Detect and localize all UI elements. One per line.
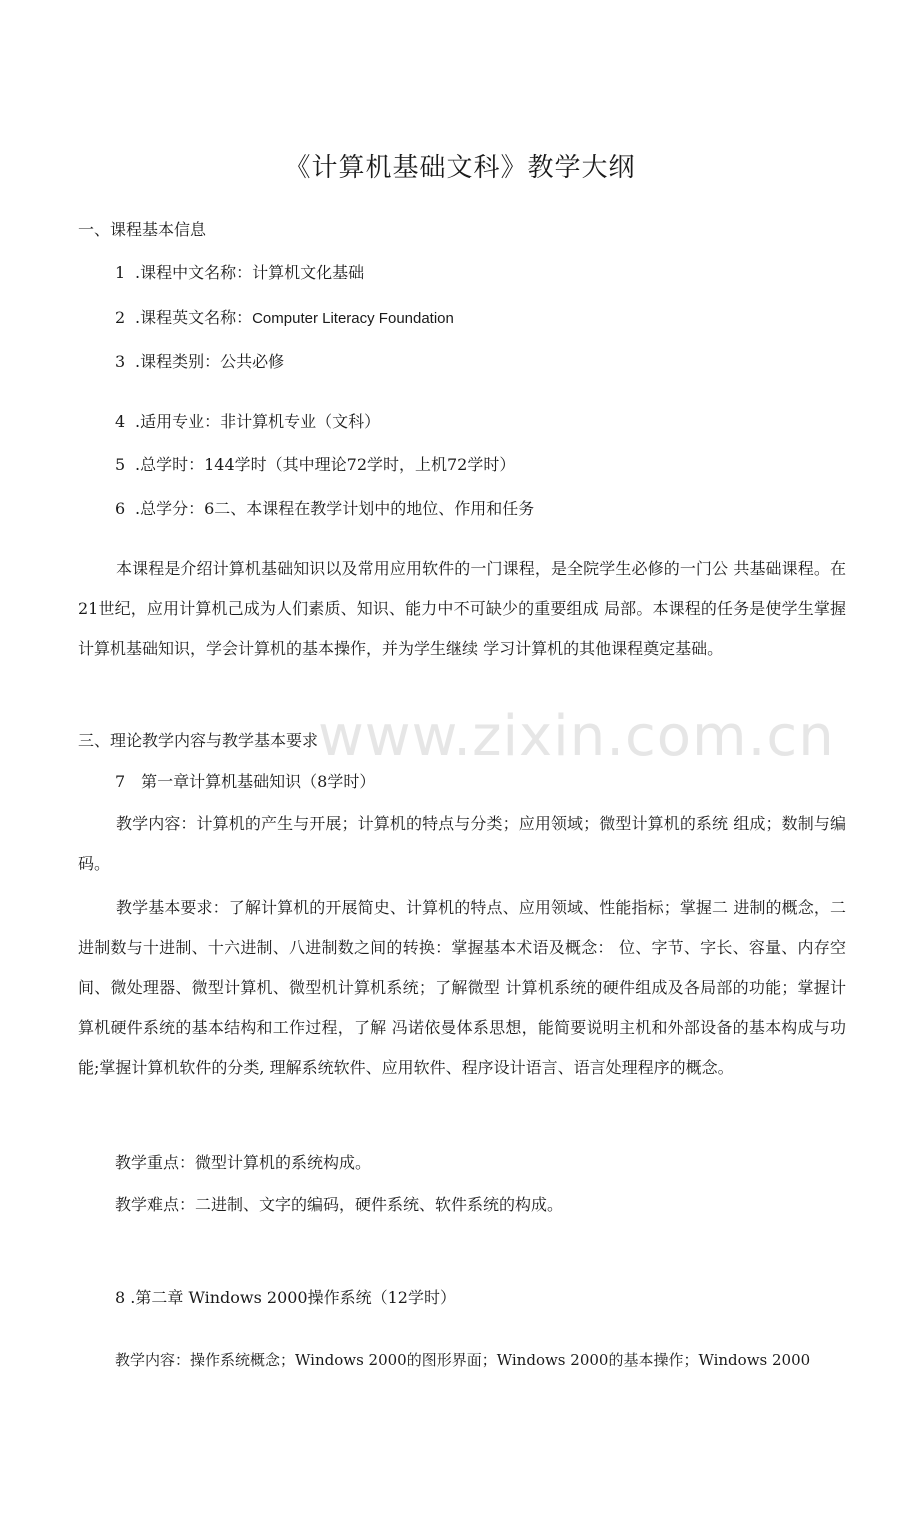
chapter-1-key-point: 教学重点：微型计算机的系统构成。 xyxy=(115,1153,372,1172)
chapter-1-heading: 7 第一章计算机基础知识（8学时） xyxy=(115,772,376,791)
item-number: 2 xyxy=(115,308,126,327)
info-item-2 xyxy=(115,308,454,329)
item-label: .适用专业： xyxy=(135,412,221,431)
item-value: 公共必修 xyxy=(220,352,285,371)
item-value: 144学时（其中理论72学时，上机72学时） xyxy=(204,455,516,474)
item-label: .总学时： xyxy=(135,455,205,474)
info-item-6 xyxy=(115,499,534,519)
chapter-1-content: 教学内容：计算机的产生与开展；计算机的特点与分类；应用领域；微型计算机的系统 组成；数制与编码。 xyxy=(78,814,846,873)
item-number: 1 xyxy=(115,263,126,282)
chapter-2-content: 教学内容：操作系统概念；Windows 2000的图形界面；Windows 2000的基本操作；Windows 2000 xyxy=(115,1351,811,1369)
item-label: .课程英文名称： xyxy=(135,308,253,327)
section-1-heading: 一、课程基本信息 xyxy=(78,220,207,239)
chapter-1-requirements: 教学基本要求：了解计算机的开展简史、计算机的特点、应用领域、性能指标；掌握二 进制的概念，二进制数与十进制、十六进制、八进制数之间的转换：掌握基本术语及概念： 位、字节、字长、容量、内存空间、微处理器、微型计算机、微型机计算机系统；了解微型 计算机系统的硬件组成及各局部的功能；掌握计算机硬件系统的基本结构和工作过程，了解 冯诺依曼体系思想，能简要说明主机和外部设备的基本构成与功能;掌握计算机软件的分类, 理解系统软件、应用软件、程序设计语言、语言处理程序的概念。 xyxy=(78,898,846,1077)
item-value: 6二、本课程在教学计划中的地位、作用和任务 xyxy=(204,499,535,518)
item-label: .课程中文名称： xyxy=(135,263,253,282)
document-title: 《计算机基础文科》教学大纲 xyxy=(284,153,636,183)
item-label: .总学分： xyxy=(135,499,205,518)
item-number: 5 xyxy=(115,455,126,474)
item-value: 计算机文化基础 xyxy=(252,263,365,282)
item-label: .课程类别： xyxy=(135,352,221,371)
info-item-1 xyxy=(115,263,364,283)
watermark-text: www.zixin.com.cn xyxy=(318,704,835,769)
item-value: Computer Literacy Foundation xyxy=(252,310,454,327)
intro-paragraph: 本课程是介绍计算机基础知识以及常用应用软件的一门课程，是全院学生必修的一门公 共基础课程。在21世纪，应用计算机己成为人们素质、知识、能力中不可缺少的重要组成 局部。本课程的任务是使学生掌握计算机基础知识，学会计算机的基本操作，并为学生继续 学习计算机的其他课程奠定基础。 xyxy=(78,559,846,658)
info-item-4 xyxy=(115,412,380,432)
item-number: 3 xyxy=(115,352,126,371)
info-item-3 xyxy=(115,352,284,372)
chapter-2-heading: 8 .第二章 Windows 2000操作系统（12学时） xyxy=(115,1288,456,1307)
section-3-heading: 三、理论教学内容与教学基本要求 xyxy=(78,731,319,750)
item-number: 6 xyxy=(115,499,126,518)
item-value: 非计算机专业（文科） xyxy=(220,412,381,431)
info-item-5 xyxy=(115,455,515,475)
chapter-1-difficulty: 教学难点：二进制、文字的编码，硬件系统、软件系统的构成。 xyxy=(115,1195,564,1214)
item-number: 4 xyxy=(115,412,126,431)
